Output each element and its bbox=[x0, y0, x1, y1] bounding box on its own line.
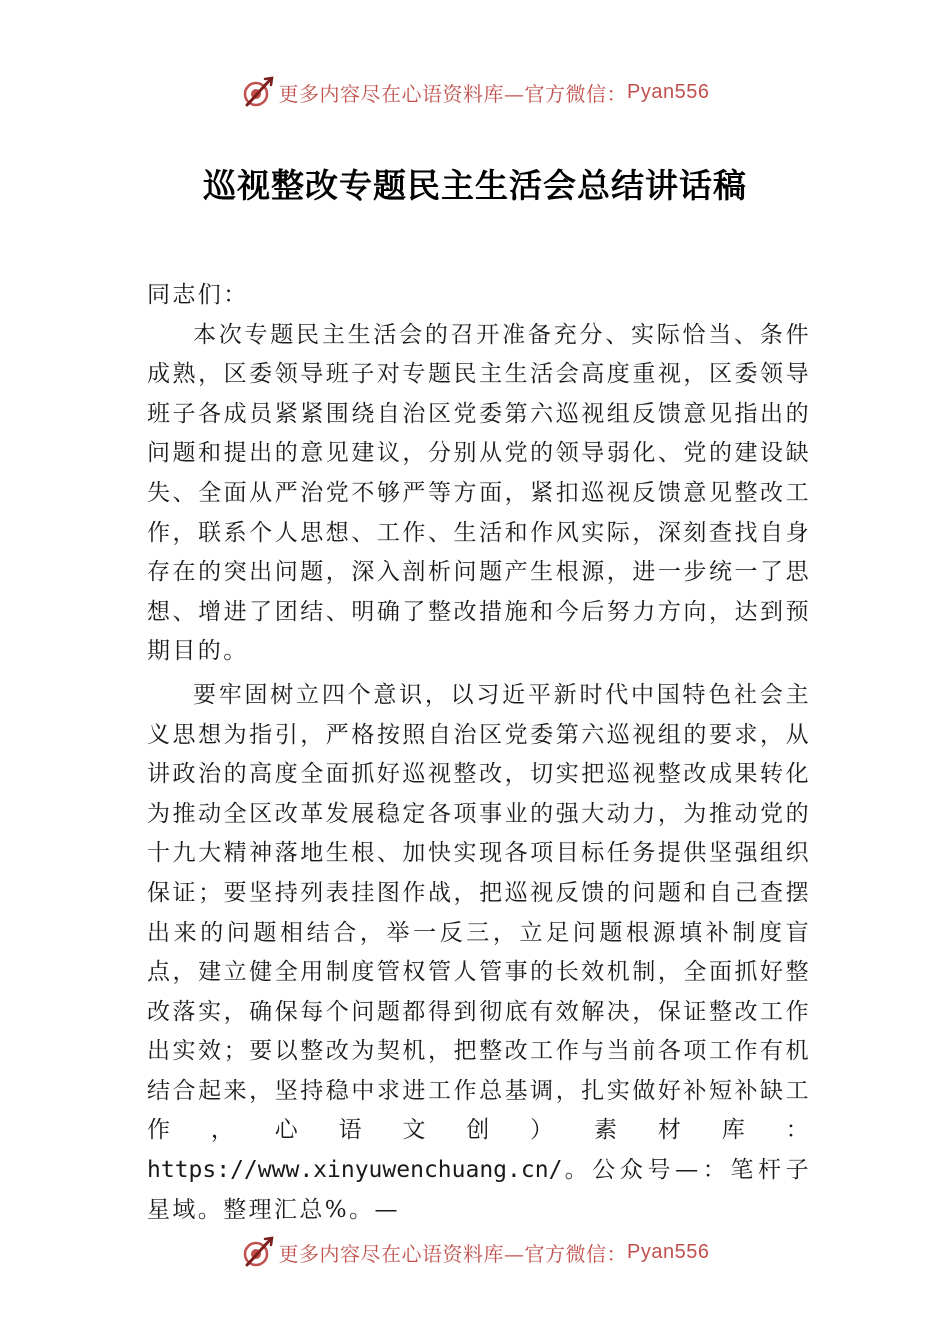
document-body bbox=[147, 276, 811, 1230]
paragraph-1: 本次专题民主生活会的召开准备充分、实际恰当、条件成熟，区委领导班子对专题民主生活会高度重视，区委领导班子各成员紧紧围绕自治区党委第六巡视组反馈意见指出的问题和提出的意见建议，分别从党的领导弱化、党的建设缺失、全面从严治党不够严等方面，紧扣巡视反馈意见整改工作，联系个人思想、工作、生活和作风实际，深刻查找自身存在的突出问题，深入剖析问题产生根源，进一步统一了思想、增进了团结、明确了整改措施和今后努力方向，达到预期目的。 bbox=[147, 321, 811, 665]
banner-wechat-id: Pyan556 bbox=[627, 1240, 710, 1263]
paragraph-2-text: 要牢固树立四个意识，以习近平新时代中国特色社会主义思想为指引，严格按照自治区党委第六巡视组的要求，从讲政治的高度全面抓好巡视整改，切实把巡视整改成果转化为推动全区改革发展稳定各项事业的强大动力，为推动党的十九大精神落地生根、加快实现各项目标任务提供坚强组织保证；要坚持列表挂图作战，把巡视反馈的问题和自己查摆出来的问题相结合，举一反三，立足问题根源填补制度盲点，建立健全用制度管权管人管事的长效机制，全面抓好整改落实，确保每个问题都得到彻底有效解决，保证整改工作出实效；要以整改为契机，把整改工作与当前各项工作有机结合起来，坚持稳中求进工作总基调，扎实做好补短补缺工作，心语文创）素材库： bbox=[147, 681, 811, 1144]
paragraph-2 bbox=[147, 676, 811, 1230]
banner-text: 更多内容尽在心语资料库—官方微信： bbox=[278, 1241, 628, 1266]
logo-icon bbox=[241, 1235, 275, 1269]
footer-banner bbox=[0, 1232, 950, 1272]
header-banner bbox=[0, 72, 950, 112]
banner-text: 更多内容尽在心语资料库—官方微信： bbox=[278, 81, 628, 106]
paragraph-2-tail: 。公众号—：笔杆子星域。整理汇总%。— bbox=[147, 1157, 811, 1223]
banner-wechat-id: Pyan556 bbox=[627, 80, 710, 103]
greeting: 同志们： bbox=[147, 282, 249, 308]
document-title: 巡视整改专题民主生活会总结讲话稿 bbox=[203, 166, 747, 205]
logo-icon bbox=[241, 75, 275, 109]
source-url: https://www.xinyuwenchuang.cn/ bbox=[147, 1157, 563, 1184]
